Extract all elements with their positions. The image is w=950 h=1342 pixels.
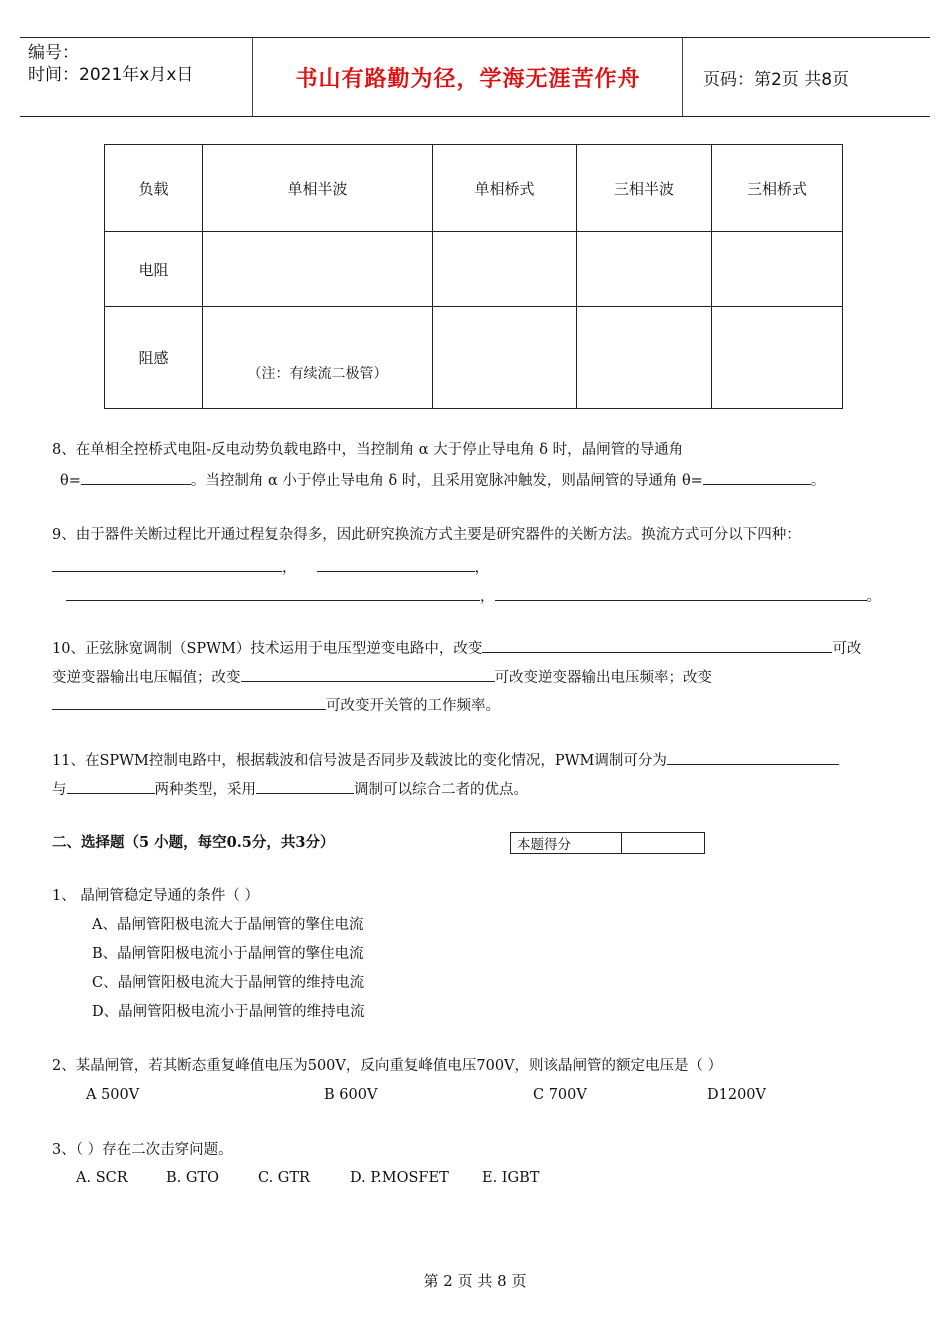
table-header-cell: 单相半波 — [203, 145, 433, 232]
header-meta — [28, 38, 253, 116]
table-header-cell: 三相半波 — [577, 145, 712, 232]
table-cell — [433, 307, 577, 409]
table-cell — [203, 307, 433, 409]
answer-blank[interactable] — [52, 556, 282, 572]
question-10-line2: 变逆变器输出电压幅值；改变 可改变逆变器输出电压频率；改变 — [52, 666, 712, 688]
score-label: 本题得分 — [511, 833, 622, 854]
table-header-row — [105, 145, 843, 232]
choice-2-stem: 2、某晶闸管，若其断态重复峰值电压为500V，反向重复峰值电压700V，则该晶闸管的额定电压是（ ） — [52, 1058, 723, 1074]
answer-blank[interactable] — [495, 585, 867, 601]
row-label: 电阻 — [105, 232, 203, 307]
table-cell — [577, 307, 712, 409]
table-row — [105, 232, 843, 307]
answer-blank[interactable] — [52, 694, 326, 710]
question-9-line2: ， ， — [52, 556, 489, 578]
answer-blank[interactable] — [67, 778, 155, 794]
doc-time-label: 时间：2021年x月x日 — [28, 65, 194, 85]
choice-3-stem: 3、（ ）存在二次击穿问题。 — [52, 1142, 233, 1158]
rectifier-table — [104, 144, 843, 409]
page-footer: 第 2 页 共 8 页 — [423, 1272, 527, 1290]
table-cell — [433, 232, 577, 307]
answer-blank[interactable] — [256, 778, 354, 794]
answer-blank[interactable] — [317, 556, 475, 572]
choice-3-option: A. SCR — [76, 1170, 128, 1186]
choice-3-option: E. IGBT — [482, 1170, 540, 1186]
question-8-line2: θ= 。当控制角 α 小于停止导电角 δ 时，且采用宽脉冲触发，则晶闸管的导通角 θ= 。 — [60, 469, 825, 491]
table-row — [105, 307, 843, 409]
choice-1-option: A、晶闸管阳极电流大于晶闸管的擎住电流 — [92, 917, 364, 933]
answer-blank[interactable] — [703, 469, 811, 485]
header-page-label: 页码：第2页 共8页 — [703, 69, 850, 90]
table-cell — [577, 232, 712, 307]
header-motto: 书山有路勤为径，学海无涯苦作舟 — [295, 66, 641, 92]
question-10-line1: 10、正弦脉宽调制（SPWM）技术运用于电压型逆变电路中，改变 可改 — [52, 637, 861, 659]
table-header-cell: 单相桥式 — [433, 145, 577, 232]
question-9-line1: 9、由于器件关断过程比开通过程复杂得多，因此研究换流方式主要是研究器件的关断方法。换流方式可分以下四种： — [52, 527, 801, 543]
table-header-cell: 负载 — [105, 145, 203, 232]
answer-blank[interactable] — [482, 637, 832, 653]
choice-3-option: B. GTO — [166, 1170, 220, 1186]
table-header-cell: 三相桥式 — [712, 145, 843, 232]
question-11-line2: 与 两种类型，采用 调制可以综合二者的优点。 — [52, 778, 528, 800]
score-field[interactable] — [622, 833, 705, 854]
table-cell — [203, 232, 433, 307]
question-9-line3: ， 。 — [66, 585, 881, 607]
row-label: 阻感 — [105, 307, 203, 409]
table-cell — [712, 307, 843, 409]
table-cell — [712, 232, 843, 307]
answer-blank[interactable] — [667, 749, 839, 765]
question-11-line1: 11、在SPWM控制电路中，根据载波和信号波是否同步及载波比的变化情况，PWM调制可分为 — [52, 749, 839, 771]
table-note: （注：有续流二极管） — [247, 365, 388, 382]
section-2-title: 二、选择题（5 小题，每空0.5分，共3分） — [52, 834, 335, 851]
question-8-line1: 8、在单相全控桥式电阻-反电动势负载电路中，当控制角 α 大于停止导电角 δ 时，晶闸管的导通角 — [52, 442, 684, 458]
answer-blank[interactable] — [66, 585, 480, 601]
header-divider — [682, 38, 683, 116]
choice-1-option: D、晶闸管阳极电流小于晶闸管的维持电流 — [92, 1004, 365, 1020]
doc-number-label: 编号： — [28, 43, 79, 63]
answer-blank[interactable] — [81, 469, 191, 485]
answer-blank[interactable] — [241, 666, 495, 682]
question-10-line3: 可改变开关管的工作频率。 — [52, 694, 500, 716]
choice-2-option: C 700V — [533, 1087, 587, 1103]
choice-2-option: D1200V — [707, 1087, 766, 1103]
choice-3-option: D. P.MOSFET — [350, 1170, 449, 1186]
choice-1-option: B、晶闸管阳极电流小于晶闸管的擎住电流 — [92, 946, 364, 962]
page-header — [20, 37, 930, 117]
choice-2-option: B 600V — [324, 1087, 378, 1103]
choice-2-option: A 500V — [86, 1087, 140, 1103]
score-box — [510, 832, 705, 854]
choice-1-option: C、晶闸管阳极电流大于晶闸管的维持电流 — [92, 975, 365, 991]
choice-1-stem: 1、 晶闸管稳定导通的条件（ ） — [52, 888, 259, 904]
choice-3-option: C. GTR — [258, 1170, 310, 1186]
